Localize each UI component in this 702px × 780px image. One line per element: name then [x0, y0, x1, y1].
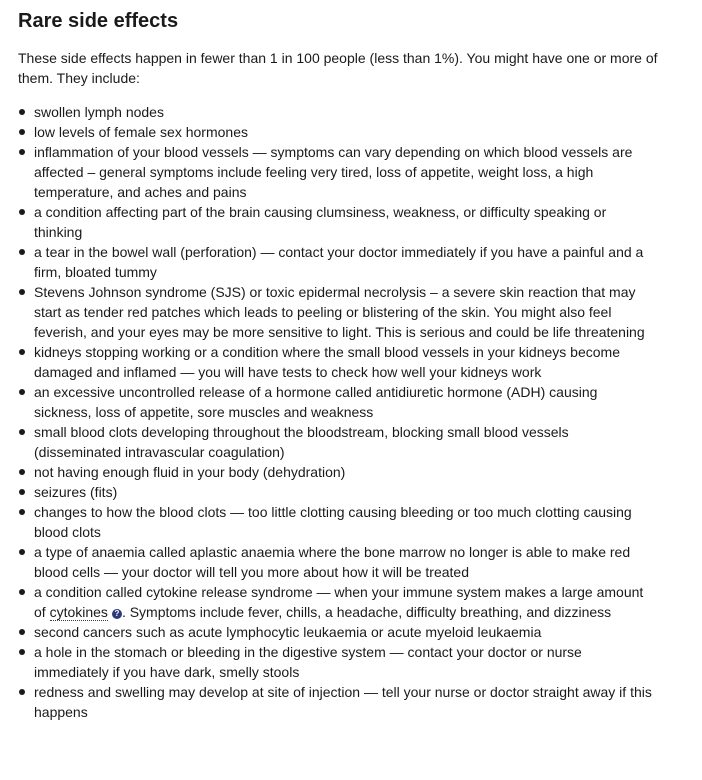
- bullet-icon: [19, 549, 25, 555]
- list-item-text: not having enough fluid in your body (dehydration): [34, 464, 346, 480]
- list-item: [18, 422, 658, 462]
- bullet-icon: [19, 209, 25, 215]
- question-mark-icon[interactable]: ?: [112, 609, 122, 619]
- list-item: [18, 542, 658, 582]
- list-item-text: low levels of female sex hormones: [34, 124, 248, 140]
- list-item-text: Stevens Johnson syndrome (SJS) or toxic epidermal necrolysis – a severe skin reaction that may start as tender red patches which leads to peeling or blistering of the skin. You might also feel feverish, and your eyes may be more sensitive to light. This is serious and could be life threatening: [34, 284, 645, 340]
- intro-paragraph: These side effects happen in fewer than 1 in 100 people (less than 1%). You might have one or more of them. They include:: [18, 50, 658, 86]
- list-item: [18, 682, 658, 722]
- list-item-text: swollen lymph nodes: [34, 104, 164, 120]
- list-item-text: second cancers such as acute lymphocytic leukaemia or acute myeloid leukaemia: [34, 624, 542, 640]
- list-item-text: inflammation of your blood vessels — symptoms can vary depending on which blood vessels are affected – general symptoms include feeling very tired, loss of appetite, weight loss, a high temperature, and aches and pains: [34, 144, 633, 200]
- list-item: [18, 102, 658, 122]
- bullet-icon: [19, 509, 25, 515]
- list-item-text: a tear in the bowel wall (perforation) — contact your doctor immediately if you have a painful and a firm, bloated tummy: [34, 244, 644, 280]
- list-item: [18, 482, 658, 502]
- list-item-text: a hole in the stomach or bleeding in the digestive system — contact your doctor or nurse immediately if you have dark, smelly stools: [34, 644, 582, 680]
- bullet-icon: [19, 129, 25, 135]
- list-item-text: a type of anaemia called aplastic anaemia where the bone marrow no longer is able to make red blood cells — your doctor will tell you more about how it will be treated: [34, 544, 631, 580]
- list-item: [18, 282, 658, 342]
- list-item-text: a condition called cytokine release syndrome — when your immune system makes a large amount of: [34, 584, 644, 620]
- list-item-text: kidneys stopping working or a condition where the small blood vessels in your kidneys become damaged and inflamed — you will have tests to check how well your kidneys work: [34, 344, 620, 380]
- list-item: [18, 202, 658, 242]
- list-item-text: a condition affecting part of the brain causing clumsiness, weakness, or difficulty speaking or thinking: [34, 204, 607, 240]
- bullet-icon: [19, 149, 25, 155]
- list-item: [18, 242, 658, 282]
- list-item-text: changes to how the blood clots — too little clotting causing bleeding or too much clotting causing blood clots: [34, 504, 632, 540]
- list-item: [18, 622, 658, 642]
- list-item: [18, 142, 658, 202]
- list-item: [18, 642, 658, 682]
- list-item: [18, 382, 658, 422]
- list-item-text: . Symptoms include fever, chills, a headache, difficulty breathing, and dizziness: [121, 604, 612, 620]
- bullet-icon: [19, 589, 25, 595]
- bullet-icon: [19, 629, 25, 635]
- bullet-icon: [19, 109, 25, 115]
- list-item-text: an excessive uncontrolled release of a hormone called antidiuretic hormone (ADH) causing sickness, loss of appetite, sore muscles and weakness: [34, 384, 598, 420]
- list-item: [18, 342, 658, 382]
- section-title: Rare side effects: [18, 10, 179, 32]
- bullet-icon: [19, 469, 25, 475]
- list-item-text: redness and swelling may develop at site of injection — tell your nurse or doctor straight away if this happens: [34, 684, 652, 720]
- list-item-cytokine: [18, 582, 658, 622]
- bullet-icon: [19, 689, 25, 695]
- bullet-icon: [19, 349, 25, 355]
- list-item: [18, 502, 658, 542]
- list-item: [18, 122, 658, 142]
- bullet-icon: [19, 249, 25, 255]
- bullet-icon: [19, 389, 25, 395]
- list-item: [18, 462, 658, 482]
- bullet-icon: [19, 649, 25, 655]
- side-effects-list: [18, 102, 658, 722]
- cytokines-glossary-link[interactable]: cytokines: [49, 604, 108, 620]
- bullet-icon: [19, 289, 25, 295]
- list-item-text: seizures (fits): [34, 484, 118, 500]
- bullet-icon: [19, 489, 25, 495]
- list-item-text: small blood clots developing throughout the bloodstream, blocking small blood vessels (disseminated intravascular coagulation): [34, 424, 569, 460]
- bullet-icon: [19, 429, 25, 435]
